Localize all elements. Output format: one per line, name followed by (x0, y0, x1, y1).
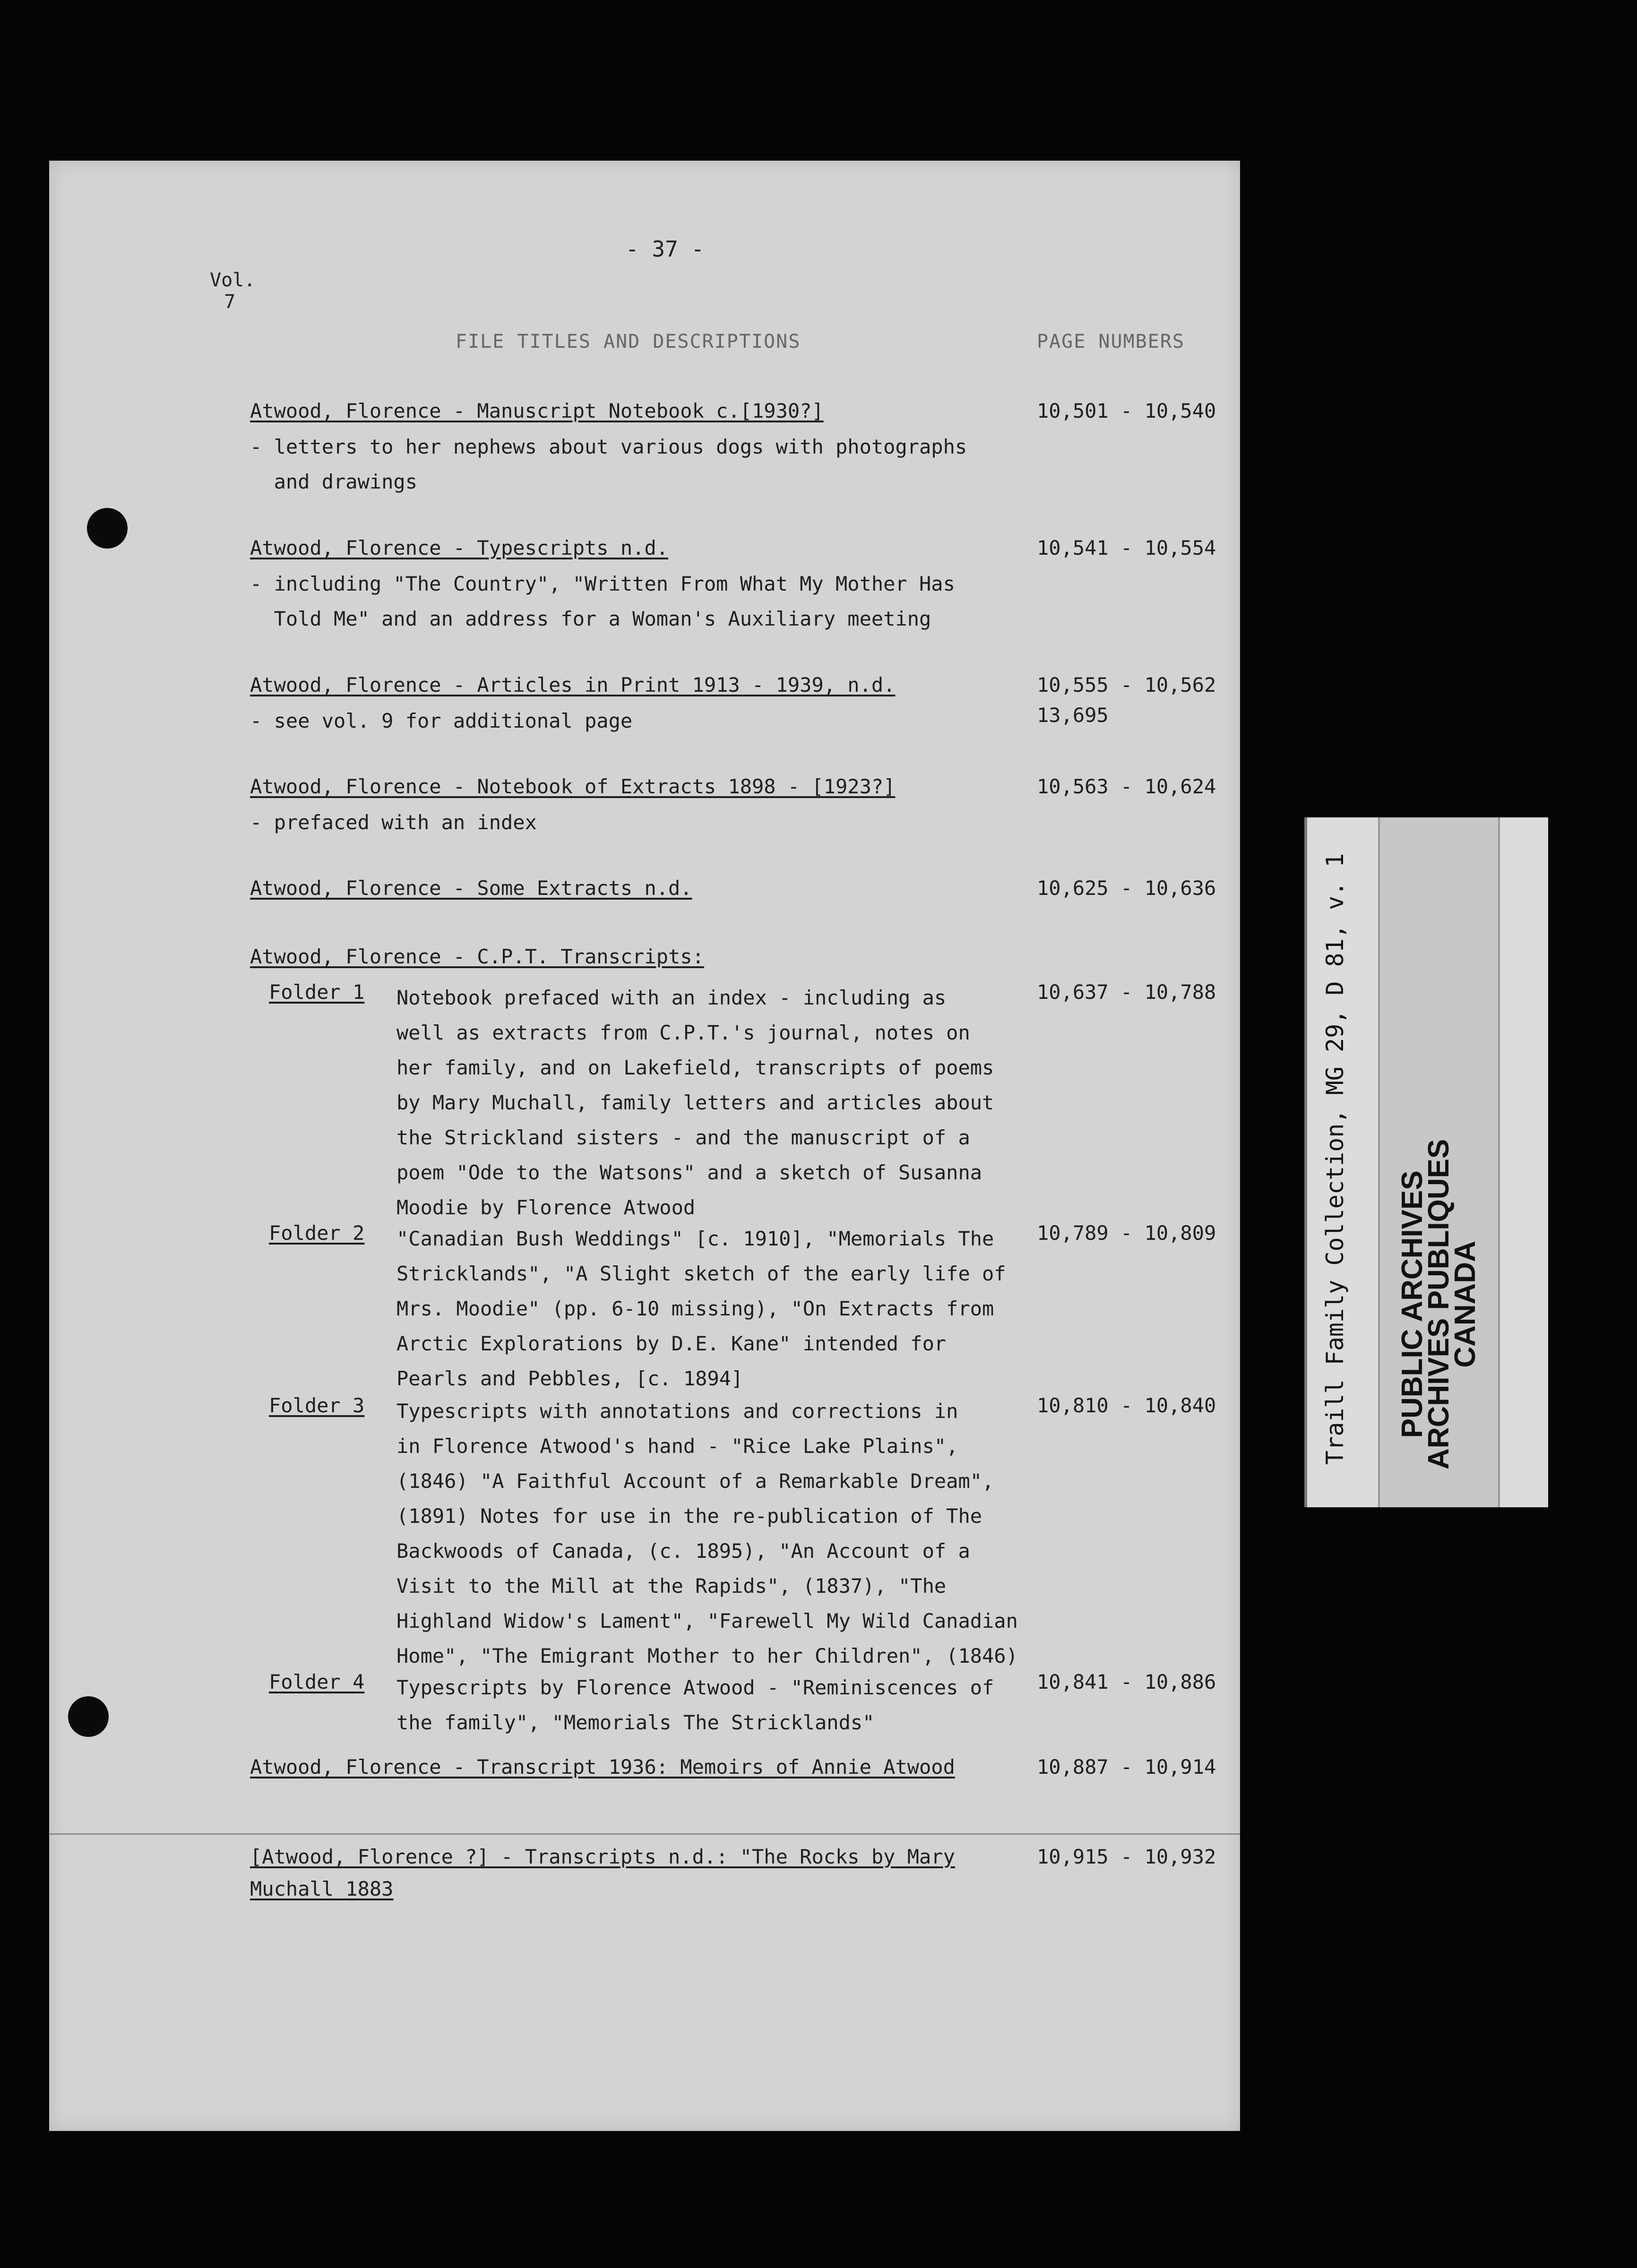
entry-title: Atwood, Florence - Manuscript Notebook c.[1930?] (250, 399, 824, 422)
folder-label: Folder 3 (269, 1394, 365, 1417)
entry-pages: 10,501 - 10,540 (1037, 399, 1216, 422)
divider (49, 1833, 1240, 1835)
document-page (49, 161, 1240, 2131)
entry-title: Atwood, Florence - Articles in Print 1913 - 1939, n.d. (250, 673, 896, 696)
punch-hole (68, 1696, 109, 1737)
entry-description: - including "The Country", "Written From What My Mother Has Told Me" and an address for a Woman's Auxiliary meeting (250, 572, 955, 630)
entry-title: Atwood, Florence - Typescripts n.d. (250, 536, 669, 559)
folder-pages: 10,789 - 10,809 (1037, 1221, 1216, 1245)
folder-label: Folder 1 (269, 980, 365, 1004)
folder-pages: 10,810 - 10,840 (1037, 1394, 1216, 1417)
folder-pages: 10,637 - 10,788 (1037, 980, 1216, 1004)
entry-pages: 10,887 - 10,914 (1037, 1755, 1216, 1778)
folder-label: Folder 4 (269, 1670, 365, 1693)
column-header-pages: PAGE NUMBERS (1037, 331, 1185, 352)
entry-title-continued: Muchall 1883 (250, 1877, 394, 1900)
entry-description: - prefaced with an index (250, 811, 537, 834)
entry-pages-extra: 13,695 (1037, 704, 1109, 727)
entry-description: - see vol. 9 for additional page (250, 709, 633, 732)
folder-description: Typescripts by Florence Atwood - "Reminiscences of the family", "Memorials The Stricklands" (396, 1676, 994, 1734)
entry-title: Atwood, Florence - Notebook of Extracts 1898 - [1923?] (250, 775, 896, 798)
folder-description: Typescripts with annotations and corrections in in Florence Atwood's hand - "Rice Lake Plains", (1846) "A Faithful Account of a Remarkable Dream", (1891) Notes for use in the re-publication of The Backwoods of Canada, (c. 1895), "An Account of a Visit to the Mill at the Rapids", (1837), "The Highland Widow's Lament", "Farewell My Wild Canadian Home", "The Emigrant Mother to her Children", (1846) (396, 1400, 1018, 1667)
entry-title: Atwood, Florence - C.P.T. Transcripts: (250, 945, 704, 968)
folder-description: Notebook prefaced with an index - including as well as extracts from C.P.T.'s journal, notes on her family, and on Lakefield, transcripts of poems by Mary Muchall, family letters and articles about the Strickland sisters - and the manuscript of a poem "Ode to the Watsons" and a sketch of Susanna Moodie by Florence Atwood (396, 986, 994, 1219)
entry-title: Atwood, Florence - Transcript 1936: Memoirs of Annie Atwood (250, 1755, 955, 1778)
archive-stamp: PUBLIC ARCHIVES ARCHIVES PUBLIQUES CANADA (1396, 1139, 1482, 1469)
page-number: - 37 - (626, 236, 705, 262)
folder-description: "Canadian Bush Weddings" [c. 1910], "Memorials The Stricklands", "A Slight sketch of the early life of Mrs. Moodie" (pp. 6-10 missing), "On Extracts from Arctic Explorations by D.E. Kane" intended for Pearls and Pebbles, [c. 1894] (396, 1227, 1006, 1390)
punch-hole (87, 508, 128, 549)
entry-description: - letters to her nephews about various dogs with photographs and drawings (250, 435, 967, 493)
archive-label-strip (1304, 817, 1548, 1507)
entry-pages: 10,625 - 10,636 (1037, 876, 1216, 900)
folder-pages: 10,841 - 10,886 (1037, 1670, 1216, 1693)
entry-title: [Atwood, Florence ?] - Transcripts n.d.: "The Rocks by Mary (250, 1845, 955, 1868)
entry-pages: 10,555 - 10,562 (1037, 673, 1216, 696)
entry-pages: 10,563 - 10,624 (1037, 775, 1216, 798)
collection-label: Traill Family Collection, MG 29, D 81, v. 1 (1321, 853, 1349, 1465)
entry-title: Atwood, Florence - Some Extracts n.d. (250, 876, 692, 900)
entry-pages: 10,915 - 10,932 (1037, 1845, 1216, 1868)
entry-pages: 10,541 - 10,554 (1037, 536, 1216, 559)
column-header-titles: FILE TITLES AND DESCRIPTIONS (456, 331, 801, 352)
volume-label: Vol. 7 (210, 269, 256, 313)
folder-label: Folder 2 (269, 1221, 365, 1245)
